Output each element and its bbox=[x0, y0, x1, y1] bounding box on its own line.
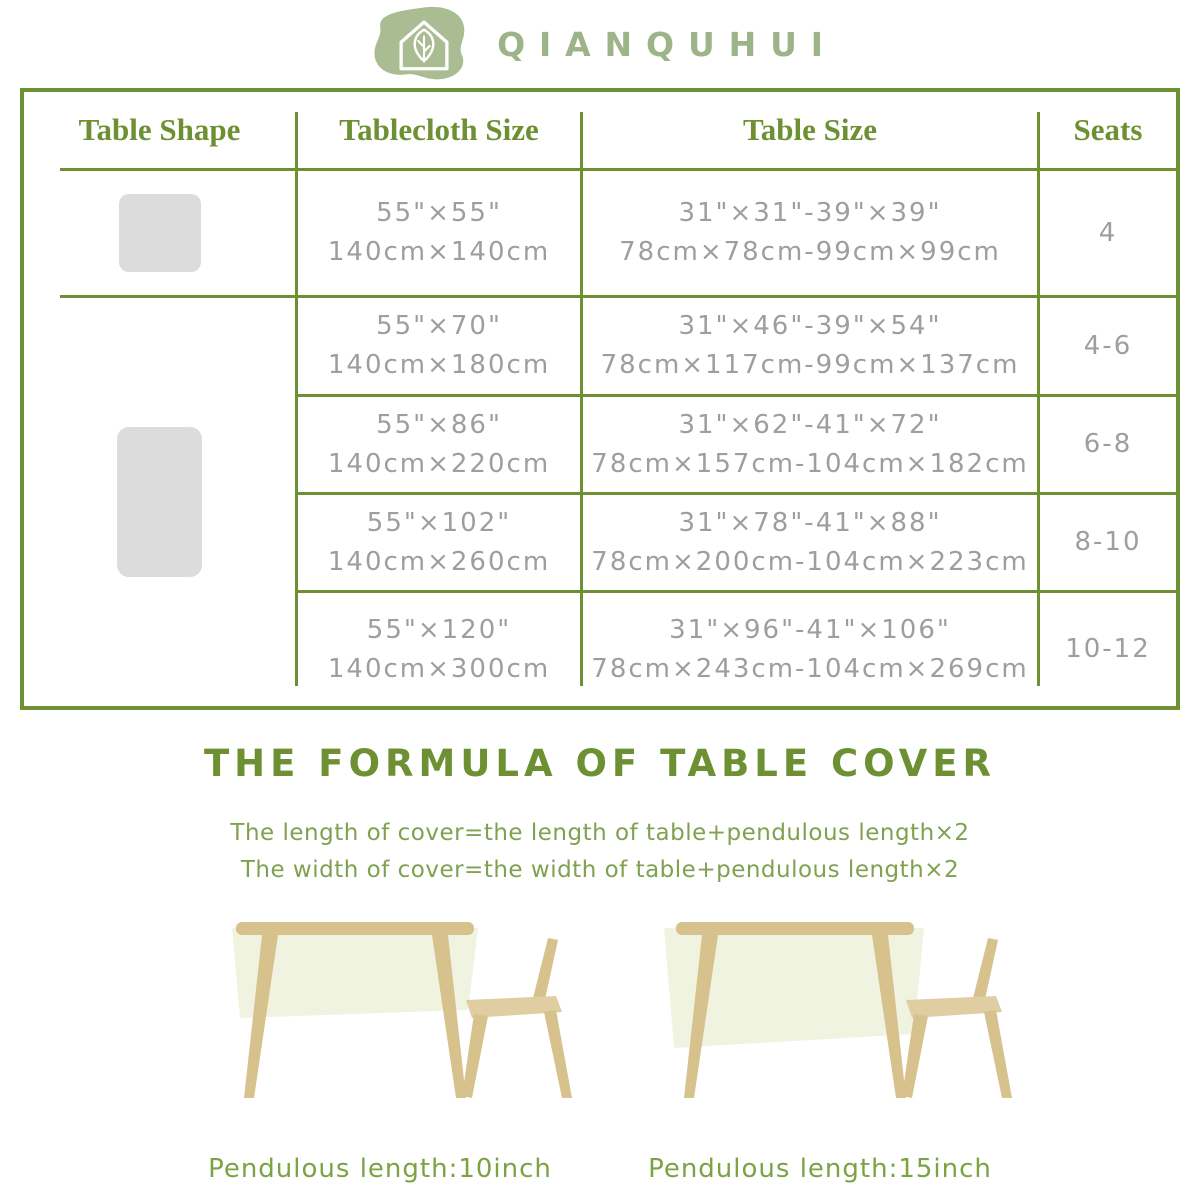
col-header-seats: Seats bbox=[1073, 112, 1143, 147]
shape-cell-rectangle bbox=[24, 298, 295, 706]
table-chair-long-drape-illustration bbox=[600, 898, 1040, 1148]
formula-section bbox=[0, 742, 1200, 889]
size-cm: 140cm×180cm bbox=[327, 350, 551, 380]
formula-title: THE FORMULA OF TABLE COVER bbox=[203, 742, 997, 785]
formula-line-length: The length of cover=the length of table+pendulous length×2 bbox=[230, 820, 970, 846]
seats-cell-row-4: 8-10 bbox=[1074, 527, 1142, 557]
tablecloth-size-cell-row-4 bbox=[298, 495, 580, 590]
illustration-10inch bbox=[160, 898, 600, 1184]
col-header-tablecloth-size: Tablecloth Size bbox=[339, 112, 539, 147]
col-header-table-size: Table Size bbox=[742, 112, 878, 147]
col-header-table-shape: Table Shape bbox=[78, 112, 241, 147]
tabletop bbox=[676, 922, 914, 935]
seats-cell-row-1: 4 bbox=[1098, 217, 1118, 248]
table-chair-short-drape-illustration bbox=[160, 898, 600, 1148]
table-size-cell-row-3 bbox=[583, 397, 1037, 492]
square-table-shape-icon bbox=[119, 194, 201, 272]
tablecloth-size-cell-row-1 bbox=[298, 171, 580, 295]
table-size-cell-row-4 bbox=[583, 495, 1037, 590]
formula-line-width: The width of cover=the width of table+pendulous length×2 bbox=[240, 856, 960, 883]
size-cm: 78cm×157cm-104cm×182cm bbox=[591, 448, 1029, 479]
table-size-cell-row-1 bbox=[583, 171, 1037, 295]
size-inches: 31"×96"-41"×106" bbox=[669, 614, 951, 645]
size-inches: 55"×102" bbox=[366, 507, 512, 538]
size-cm: 140cm×140cm bbox=[327, 237, 551, 267]
size-inches: 55"×120" bbox=[366, 614, 512, 645]
seats-cell-row-3: 6-8 bbox=[1083, 429, 1133, 459]
size-cm: 78cm×243cm-104cm×269cm bbox=[591, 653, 1029, 684]
chair-back bbox=[972, 938, 998, 1004]
size-cm: 140cm×300cm bbox=[327, 653, 551, 684]
house-leaf-icon bbox=[363, 4, 485, 84]
size-cm: 78cm×117cm-99cm×137cm bbox=[600, 350, 1020, 380]
illustration-15inch bbox=[600, 898, 1040, 1184]
size-inches: 55"×55" bbox=[376, 198, 502, 228]
table-size-cell-row-2 bbox=[583, 298, 1037, 394]
tabletop bbox=[236, 922, 474, 935]
seats-cell-row-5: 10-12 bbox=[1065, 634, 1151, 664]
tablecloth-size-cell-row-3 bbox=[298, 397, 580, 492]
tablecloth-size-cell-row-2 bbox=[298, 298, 580, 394]
size-inches: 31"×78"-41"×88" bbox=[678, 507, 942, 538]
size-inches: 55"×70" bbox=[376, 311, 502, 341]
chair-leg bbox=[984, 1010, 1012, 1098]
size-cm: 78cm×78cm-99cm×99cm bbox=[619, 237, 1001, 267]
size-inches: 31"×62"-41"×72" bbox=[678, 409, 942, 440]
tablecloth-size-cell-row-5 bbox=[298, 593, 580, 706]
size-inches: 31"×46"-39"×54" bbox=[678, 311, 942, 341]
size-chart-table bbox=[20, 88, 1180, 710]
size-inches: 55"×86" bbox=[376, 409, 502, 440]
rectangular-table-shape-icon bbox=[117, 427, 202, 577]
brand-name: QIANQUHUI bbox=[497, 24, 837, 64]
table-size-cell-row-5 bbox=[583, 593, 1037, 706]
brand-logo bbox=[0, 0, 1200, 88]
shape-cell-square bbox=[24, 171, 295, 295]
chair-back bbox=[532, 938, 558, 1004]
size-cm: 140cm×260cm bbox=[327, 546, 551, 577]
chair-leg bbox=[462, 1014, 488, 1098]
pendulous-length-illustrations bbox=[0, 898, 1200, 1184]
seats-cell-row-2: 4-6 bbox=[1083, 330, 1133, 361]
pendulous-length-label: Pendulous length:15inch bbox=[648, 1154, 992, 1184]
size-cm: 140cm×220cm bbox=[327, 448, 551, 479]
size-inches: 31"×31"-39"×39" bbox=[678, 198, 942, 228]
chair-leg bbox=[544, 1010, 572, 1098]
size-cm: 78cm×200cm-104cm×223cm bbox=[591, 546, 1029, 577]
pendulous-length-label: Pendulous length:10inch bbox=[208, 1154, 552, 1184]
